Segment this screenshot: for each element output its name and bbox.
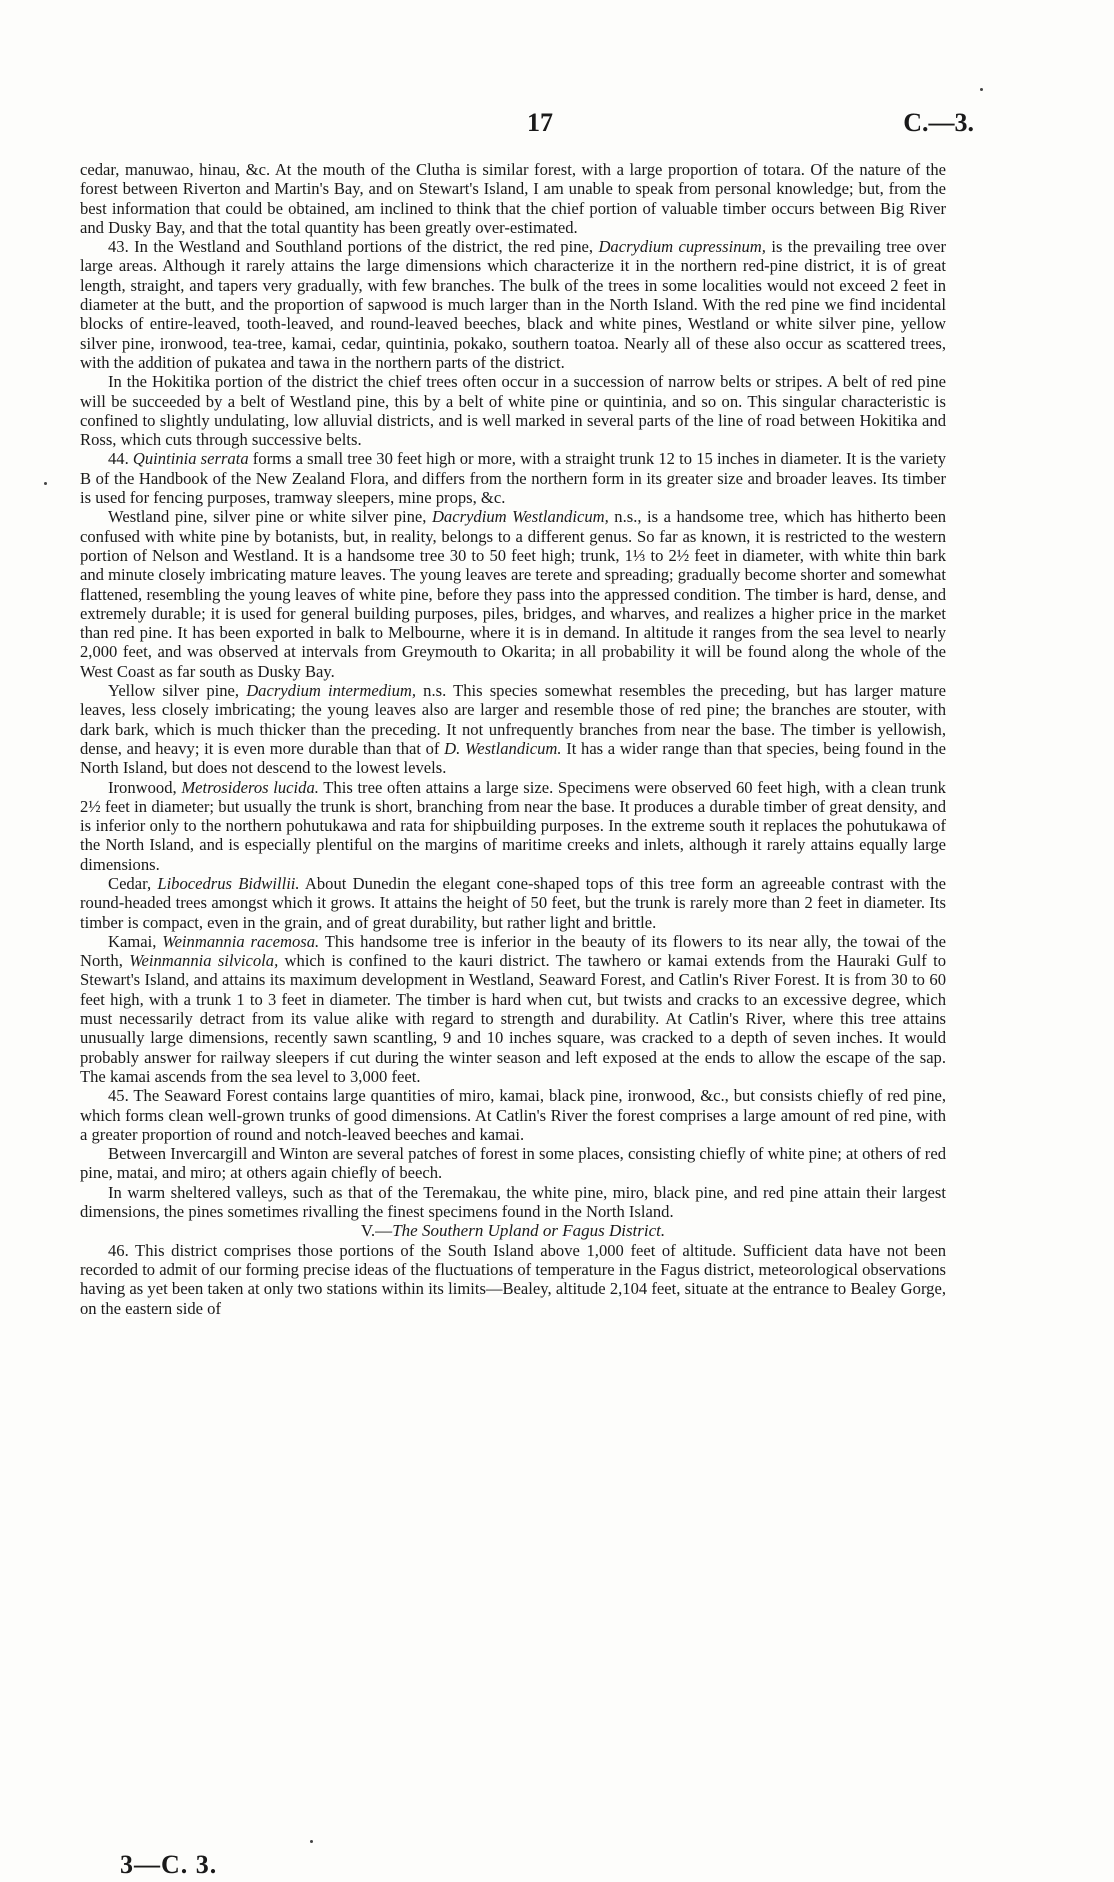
text-run: This handsome tree is inferior in the beauty of its flowers to its near ally, the towai of the North, <box>80 931 947 971</box>
text-run: Cedar, <box>108 873 158 893</box>
paragraph <box>80 778 946 874</box>
italic-text: Metrosideros lucida. <box>181 777 319 797</box>
text-run: 46. This district comprises those portions of the South Island above 1,000 feet of altitude. Sufficient data have not been recorded to admit of our forming precise ideas of the fluctuations of temperature in the Fagus district, meteorological observations having as yet been taken at only two stations within its limits—Bealey, altitude 2,104 feet, situate at the entrance to Bealey Gorge, on the eastern side of <box>80 1240 946 1318</box>
text-run: cedar, manuwao, hinau, &c. At the mouth of the Clutha is similar forest, with a large proportion of totara. Of the nature of the forest between Riverton and Martin's Bay, and on Stewart's Island, I am unable to speak from personal knowledge; but, from the best information that could be obtained, am inclined to think that the chief portion of valuable timber occurs between Big River and Dusky Bay, and that the total quantity has been greatly over-estimated. <box>80 160 946 237</box>
paragraph <box>80 1086 946 1144</box>
text-run: n.s., is a handsome tree, which has hitherto been confused with white pine by botanists, but, in reality, belongs to a different genus. So far as known, it is restricted to the western portion of Nelson and Westland. It is a handsome tree 30 to 50 feet high; trunk, 1⅓ to 2½ feet in diameter, with white thin bark and minute closely imbricating mature leaves. The young leaves are terete and spreading; gradually become shorter and somewhat flattened, resembling the young leaves of white pine, before they pass into the appressed condition. The timber is hard, dense, and extremely durable; it is used for general building purposes, piles, bridges, and wharves, and realizes a higher price in the market than red pine. It has been exported in balk to Melbourne, where it is in demand. In altitude it ranges from the sea level to nearly 2,000 feet, and was observed at intervals from Greymouth to Okarita; in all probability it will be found along the whole of the West Coast as far south as Dusky Bay. <box>80 507 946 681</box>
paragraph <box>80 160 946 237</box>
text-run: In the Hokitika portion of the district the chief trees often occur in a succession of narrow belts or stripes. A belt of red pine will be succeeded by a belt of Westland pine, this by a belt of white pine or quintinia, and so on. This singular characteristic is confined to slightly undulating, low alluvial districts, and is well marked in several parts of the line of road between Hokitika and Ross, which cuts through successive belts. <box>80 372 946 450</box>
signature-mark: 3—C. 3. <box>120 1850 218 1879</box>
text-run: This tree often attains a large size. Specimens were observed 60 feet high, with a clean trunk 2½ feet in diameter; but usually the trunk is short, branching from near the base. It produces a durable timber of great density, and is inferior only to the northern pohutukawa and rata for shipbuilding purposes. In the extreme south it replaces the pohutukawa of the North Island, and is especially plentiful on the margins of maritime creeks and inlets, although it rarely attains equally large dimensions. <box>80 777 946 874</box>
text-run: which is confined to the kauri district. The tawhero or kamai extends from the Hauraki Gulf to Stewart's Island, and attains its maximum development in Westland, Seaward Forest, and Catlin's River Forest. It is from 30 to 60 feet high, with a trunk 1 to 3 feet in diameter. The timber is hard when cut, but twists and cracks to an excessive degree, which must necessarily detract from its value alike with regard to strength and durability. At Catlin's River, where this tree attains unusually large dimensions, recently sawn scantling, 9 and 10 inches square, was cracked to a depth of seven inches. It would probably answer for railway sleepers if cut during the winter season and left exposed at the ends to allow the escape of the sap. The kamai ascends from the sea level to 3,000 feet. <box>80 951 947 1086</box>
paragraph <box>80 874 946 932</box>
italic-text: Weinmannia silvicola, <box>129 951 279 971</box>
margin-dot <box>44 482 47 485</box>
paragraph <box>80 449 946 507</box>
text-run: It has a wider range than that species, being found in the North Island, but does not descend to the lowest levels. <box>80 738 947 778</box>
paragraph <box>80 507 946 681</box>
text-run: is the prevailing tree over large areas. Although it rarely attains the large dimensions which characterize it in the northern red-pine district, it is of great length, straight, and tapers very gradually, with few branches. The bulk of the trees in some localities would not exceed 2 feet in diameter at the butt, and the proportion of sapwood is much larger than in the North Island. With the red pine we find incidental blocks of entire-leaved, tooth-leaved, and round-leaved beeches, black and white pines, Westland or white silver pine, yellow silver pine, ironwood, tea-tree, kamai, cedar, quintinia, pokako, southern toatoa. Nearly all of these also occur as scattered trees, with the addition of pukatea and tawa in the northern parts of the district. <box>80 237 946 372</box>
text-run: In warm sheltered valleys, such as that of the Teremakau, the white pine, miro, black pine, and red pine attain their largest dimensions, the pines sometimes rivalling the finest specimens found in the North Island. <box>80 1182 946 1222</box>
text-run: n.s. This species somewhat resembles the preceding, but has larger mature leaves, less closely imbricating; the young leaves also are larger and resemble those of red pine; the branches are stouter, with dark bark, which is much thicker than the preceding. It not unfrequently branches from near the base. The timber is yellowish, dense, and heavy; it is even more durable than that of <box>80 681 946 758</box>
body-text <box>80 160 946 1318</box>
italic-text: Dacrydium intermedium, <box>246 681 417 701</box>
text-run: 44. <box>108 449 133 469</box>
text-run: 43. In the Westland and Southland portions of the district, the red pine, <box>108 237 599 257</box>
text-run: Westland pine, silver pine or white silver pine, <box>108 507 432 527</box>
paragraph <box>80 932 946 1086</box>
italic-text: Dacrydium cupressinum, <box>598 237 766 257</box>
text-run: Yellow silver pine, <box>108 681 247 701</box>
text-run: About Dunedin the elegant cone-shaped tops of this tree form an agreeable contrast with the round-headed trees amongst which it grows. It attains the height of 50 feet, but the trunk is rarely more than 2 feet in diameter. Its timber is compact, even in the grain, and of great durability, but rather light and brittle. <box>80 873 946 932</box>
text-run: 45. The Seaward Forest contains large quantities of miro, kamai, black pine, ironwood, &c., but consists chiefly of red pine, which forms clean well-grown trunks of good dimensions. At Catlin's River the forest comprises a large amount of red pine, with a greater proportion of round and notch-leaved beeches and kamai. <box>80 1086 946 1144</box>
section-heading-title: The Southern Upland or Fagus District. <box>392 1221 666 1241</box>
paragraphs-before-heading <box>80 160 946 1221</box>
page-number: 17 <box>527 108 553 137</box>
italic-text: D. Westlandicum. <box>444 738 562 758</box>
italic-text: Weinmannia racemosa. <box>162 931 320 951</box>
section-heading <box>80 1221 946 1240</box>
paragraphs-after-heading <box>80 1241 946 1318</box>
italic-text: Dacrydium Westlandicum, <box>431 507 609 527</box>
paragraph <box>80 681 946 777</box>
text-run: Ironwood, <box>108 777 182 797</box>
paragraph <box>80 1183 946 1222</box>
italic-text: Libocedrus Bidwillii. <box>157 873 300 893</box>
text-run: Between Invercargill and Winton are several patches of forest in some places, consisting chiefly of white pine; at others of red pine, matai, and miro; at others again chiefly of beech. <box>80 1144 946 1183</box>
margin-dot <box>980 88 983 91</box>
section-heading-prefix: V.— <box>360 1221 393 1241</box>
margin-dot <box>310 1840 313 1843</box>
paragraph <box>80 1241 946 1318</box>
paragraph <box>80 372 946 449</box>
document-reference: C.—3. <box>903 108 974 137</box>
italic-text: Quintinia serrata <box>132 449 249 469</box>
text-run: Kamai, <box>108 931 163 951</box>
text-run: forms a small tree 30 feet high or more, with a straight trunk 12 to 15 inches in diameter. It is the variety B of the Handbook of the New Zealand Flora, and differs from the northern form in its greater size and broader leaves. Its timber is used for fencing purposes, tramway sleepers, mine props, &c. <box>80 449 947 508</box>
paragraph <box>80 1144 946 1183</box>
paragraph <box>80 237 946 372</box>
